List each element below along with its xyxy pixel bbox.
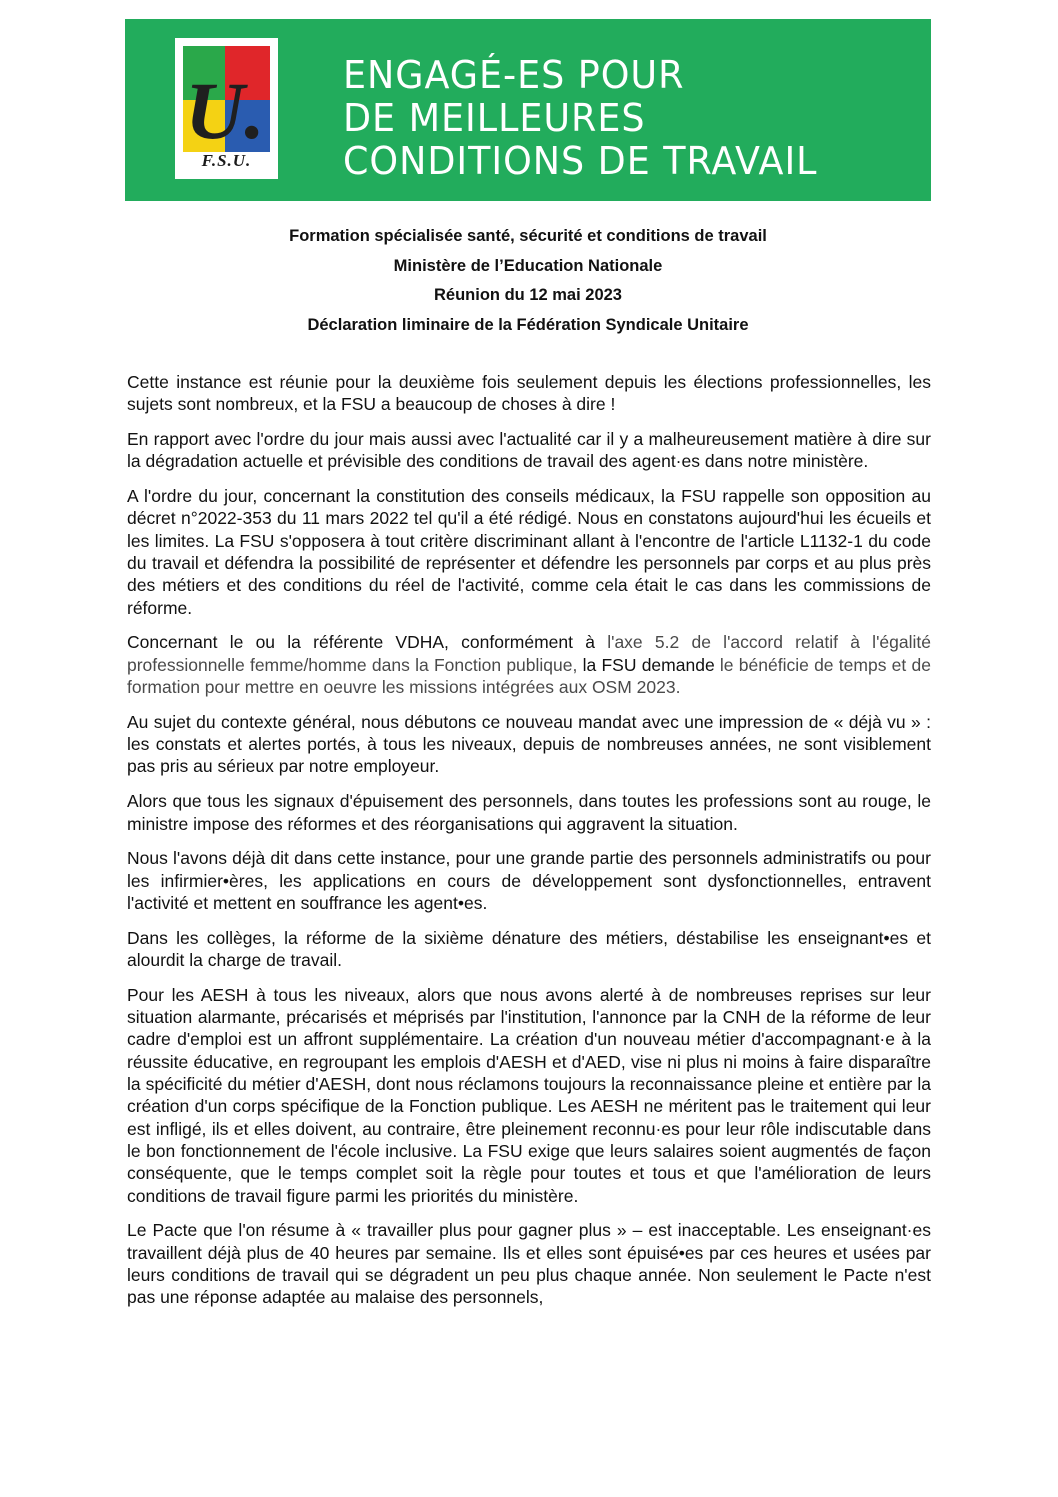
vdha-text-b: l'axe 5.2 de l'accord relatif à l'égalité professionnelle femme/homme dans la Fonction publique, [127,632,931,675]
vdha-text-c: la FSU demande [582,654,720,675]
vdha-text-a: Concernant le ou la référente VDHA, conformément à [127,632,608,653]
paragraph-aesh: Pour les AESH à tous les niveaux, alors que nous avons alerté à de nombreuses reprises sur leur situation alarmante, précarisés et méprisés par l'institution, l'annonce par la CNH de la réforme de leur cadre d'emploi est un affront supplémentaire. La création d'un nouveau métier d'accompagnant·e à la réussite éducative, en regroupant les emplois d'AESH et d'AED, vise ni plus ni moins à faire disparaître la spécificité du métier d'AESH, dont nous réclamons toujours la reconnaissance pleine et entière par la création d'un corps spécifique de la Fonction publique. Les AESH ne méritent pas le traitement qui leur est infligé, ils et elles doivent, au contraire, être pleinement reconnu·es pour leur rôle indiscutable dans le bon fonctionnement de l'école inclusive. La FSU exige que leurs salaires soient augmentés de façon conséquente, que le temps complet soit la règle pour toutes et tous et que l'amélioration de leurs conditions de travail figure parmi les priorités du ministère. [127,984,931,1206]
slogan-line-2: DE MEILLEURES [343,96,646,140]
slogan-line-1: ENGAGÉ-ES POUR [343,53,685,97]
heading-ministry: Ministère de l’Education Nationale [393,256,663,275]
vdha-text-d: le bénéficie de temps et de formation pour mettre en oeuvre les missions intégrées aux OSM 2023. [127,654,931,698]
fsu-logo [175,38,278,179]
paragraph-applications: Nous l'avons déjà dit dans cette instance, pour une grande partie des personnels administratifs ou pour les infirmier•ères, les applications en cours de développement sont dysfonctionnelles, entravent l'activité et mettent en souffrance les agent•es. [127,848,931,913]
heading-declaration: Déclaration liminaire de la Fédération Syndicale Unitaire [307,315,749,334]
paragraph-vdha [127,631,931,698]
paragraph-pacte: Le Pacte que l'on résume à « travailler plus pour gagner plus » – est inacceptable. Les enseignant·es travaillent déjà plus de 40 heures par semaine. Ils et elles sont épuisé•es par ces heures et usées par leurs conditions de travail qui se dégradent un peu plus chaque année. Non seulement le Pacte n'est pas une réponse adaptée au malaise des personnels, [127,1220,931,1308]
paragraph-intro: Cette instance est réunie pour la deuxième fois seulement depuis les élections professionnelles, les sujets sont nombreux, et la FSU a beaucoup de choses à dire ! [127,372,931,415]
paragraph-medical-councils: A l'ordre du jour, concernant la constitution des conseils médicaux, la FSU rappelle son opposition au décret n°2022-353 du 11 mars 2022 tel qu'il a été rédigé. Nous en constatons aujourd'hui les écueils et les limites. La FSU s'opposera à tout critère discriminant allant à l'encontre de l'article L1132-1 du code du travail et défendra la possibilité de représenter et défendre les personnels par corps et au plus près des métiers et des conditions du réel de l'activité, comme cela était le cas dans les commissions de réforme. [127,486,931,618]
header-banner [125,19,931,201]
document-heading [125,222,931,340]
paragraph-general-context: Au sujet du contexte général, nous débutons ce nouveau mandat avec une impression de « déjà vu » : les constats et alertes portés, à tous les niveaux, depuis de nombreuses années, ne sont visiblement pas pris au sérieux par notre employeur. [127,711,931,777]
logo-letter: U. [185,65,265,156]
slogan [343,54,900,183]
heading-meeting-date: Réunion du 12 mai 2023 [434,286,622,304]
logo-label: F.S.U. [201,151,252,170]
paragraph-exhaustion: Alors que tous les signaux d'épuisement des personnels, dans toutes les professions sont au rouge, le ministre impose des réformes et des réorganisations qui aggravent la situation. [127,791,931,834]
paragraph-colleges: Dans les collèges, la réforme de la sixième dénature des métiers, déstabilise les enseignant•es et alourdit la charge de travail. [127,927,931,971]
slogan-line-3: CONDITIONS DE TRAVAIL [343,139,818,183]
document-body [127,371,931,1321]
paragraph-agenda-context: En rapport avec l'ordre du jour mais aussi avec l'actualité car il y a malheureusement matière à dire sur la dégradation actuelle et prévisible des conditions de travail des agent·es dans notre ministère. [127,429,931,472]
heading-title: Formation spécialisée santé, sécurité et conditions de travail [289,227,767,245]
